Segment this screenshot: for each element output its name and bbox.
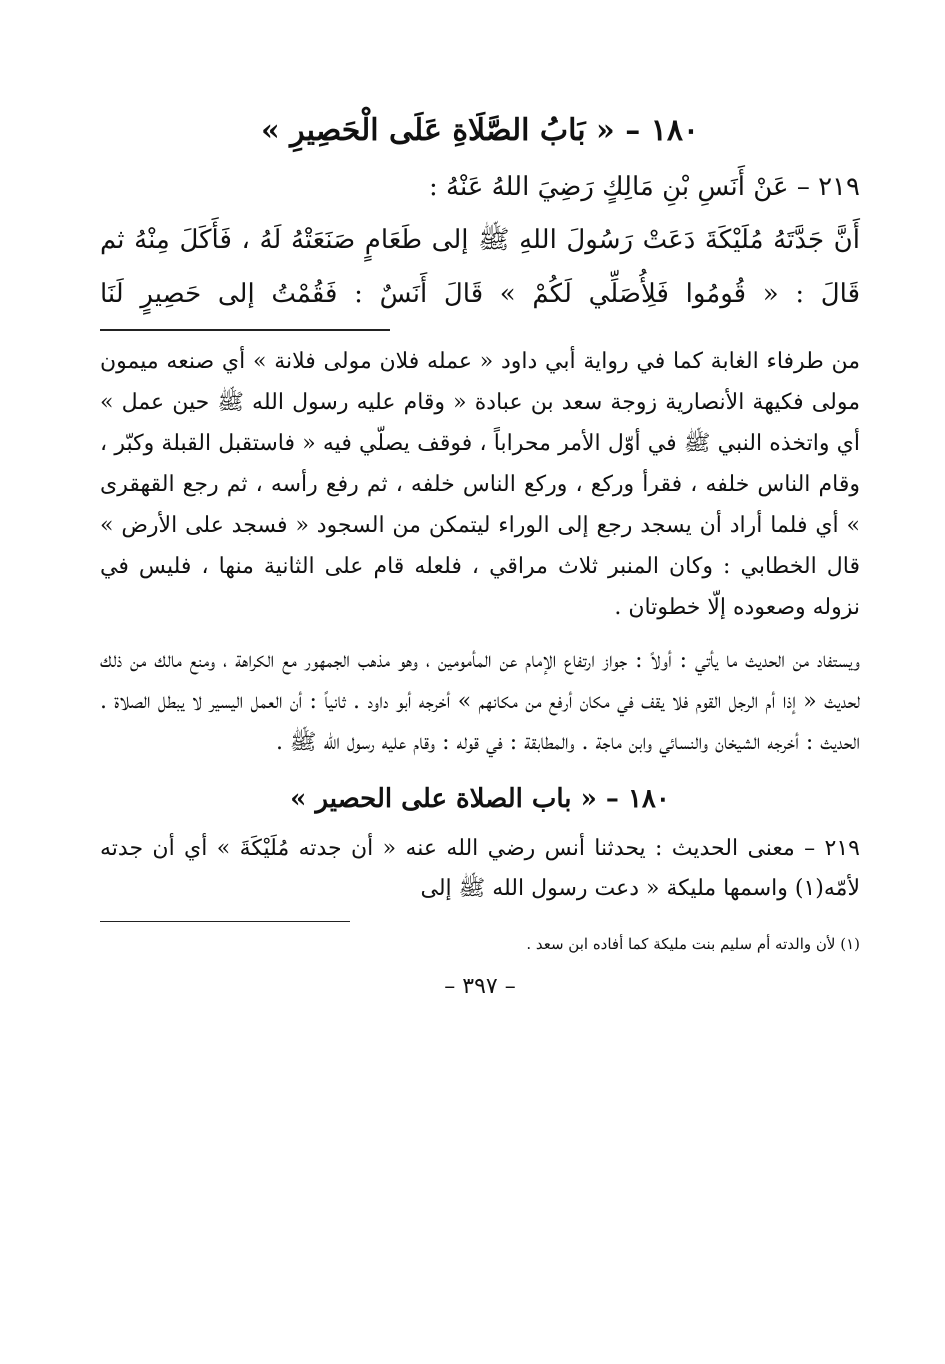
page-number: – ٣٩٧ – bbox=[444, 974, 516, 999]
book-page bbox=[100, 105, 860, 1004]
hadith-explanation: ٢١٩ – معنى الحديث : يحدثنا أنس رضي الله عنه « أن جدته مُلَيْكَةَ » أي أن جدته لأمّه(١) واسمها مليكة « دعت رسول الله ﷺ إلى bbox=[100, 836, 860, 901]
chapter-title: ١٨٠ – « بَابُ الصَّلَاةِ عَلَى الْحَصِيرِ » bbox=[260, 113, 700, 148]
hadith-heading: ٢١٩ – عَنْ أَنَسِ بْنِ مَالِكٍ رَضِيَ اللهُ عَنْهُ : bbox=[429, 172, 860, 202]
footnote-divider bbox=[100, 921, 350, 922]
commentary bbox=[100, 341, 860, 763]
commentary-paragraph: ويستفاد من الحديث ما يأتي : أولاً : جواز ارتفاع الإمام عن المأمومين ، وهو مذهب الجمهور مع الكراهة ، ومنع مالك من ذلك لحديث « إذا أم الرجل القوم فلا يقف في مكان أرفع من مكانهم » أخرجه أبو داود . ثانياً : أن العمل اليسير لا يبطل الصلاة . الحديث : أخرجه الشيخان والنسائي وابن ماجة . والمطابقة : في قوله : وقام عليه رسول الله ﷺ . bbox=[100, 648, 860, 755]
commentary-paragraph: من طرفاء الغابة كما في رواية أبي داود « عمله فلان مولى فلانة » أي صنعه ميمون مولى فكيهة الأنصارية زوجة سعد بن عبادة « وقام عليه رسول الله ﷺ حين عمل » أي واتخذه النبي ﷺ في أوّل الأمر محراباً ، فوقف يصلّي فيه « فاستقبل القبلة وكبّر ، وقام الناس خلفه ، فقرأ وركع ، وركع الناس خلفه ، ثم رفع رأسه ، ثم رجع القهقرى » أي فلما أراد أن يسجد رجع إلى الوراء ليتمكن من السجود « فسجد على الأرض » قال الخطابي : وكان المنبر ثلاث مراقي ، فلعله قام على الثانية منها ، فليس في نزوله وصعوده إلّا خطوتان . bbox=[100, 349, 860, 620]
text-commentary-divider bbox=[100, 329, 390, 331]
section-title: ١٨٠ – « باب الصلاة على الحصير » bbox=[290, 784, 670, 814]
hadith-text: أَنَّ جَدَّتَهُ مُلَيْكَةَ دَعَتْ رَسُولَ اللهِ ﷺ إلى طَعَامٍ صَنَعَتْهُ لَهُ ، فَأَكَلَ مِنْهُ ثم قَالَ : « قُومُوا فَلِأُصَلِّي لَكُمْ » قَالَ أَنَسٌ : فَقُمْتُ إلى حَصِيرٍ لَنَا bbox=[100, 225, 860, 309]
footnote: (١) لأن والدته أم سليم بنت مليكة كما أفاده ابن سعد . bbox=[526, 935, 860, 953]
